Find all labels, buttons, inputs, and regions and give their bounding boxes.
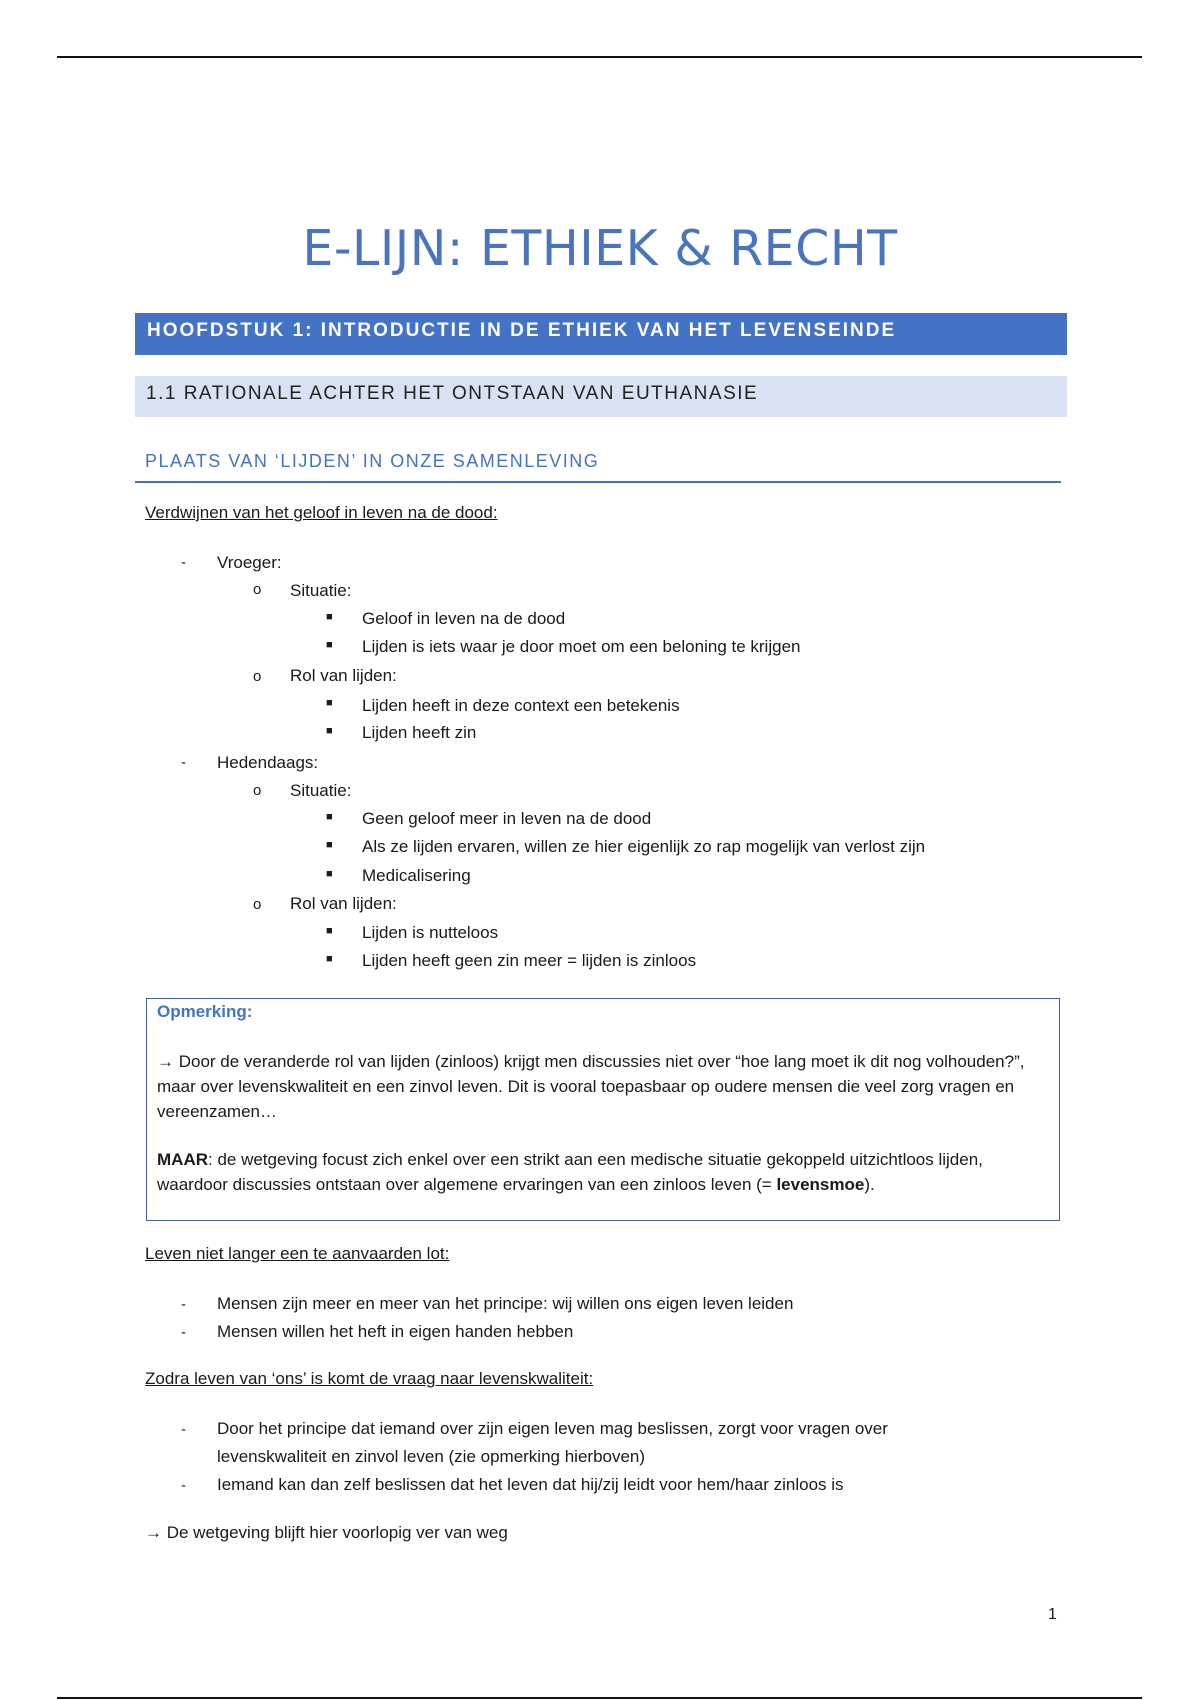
dash-bullet: - (181, 1477, 186, 1494)
list-item: Lijden is iets waar je door moet om een beloning te krijgen (362, 637, 801, 656)
footer-rule (57, 1697, 1142, 1699)
list-item: Mensen willen het heft in eigen handen hebben (217, 1322, 574, 1341)
dash-bullet: - (181, 1421, 186, 1438)
remark-text: : de wetgeving focust zich enkel over een strikt aan een medische situatie gekoppeld uitzichtloos lijden, waardoor discussies ontstaan over algemene ervaringen van een zinloos leven (= (157, 1150, 983, 1194)
list-item: Lijden heeft geen zin meer = lijden is zinloos (362, 951, 697, 970)
list-item-rol: Rol van lijden: (290, 894, 397, 913)
list-item: Lijden heeft zin (362, 723, 477, 742)
remark-box (146, 998, 1060, 1221)
list-item-situatie: Situatie: (290, 781, 352, 800)
dash-bullet: - (181, 554, 186, 571)
remark-paragraph-1: → Door de veranderde rol van lijden (zinloos) krijgt men discussies niet over “hoe lang moet ik dit nog volhouden?”, maar over levenskwaliteit en een zinvol leven. Dit is vooral toepasbaar op oudere mensen die veel zorg vragen en vereenzamen… (157, 1052, 1025, 1121)
square-bullet: ■ (326, 868, 333, 880)
remark-bold-levensmoe: levensmoe (776, 1175, 865, 1194)
list-item: Lijden is nutteloos (362, 923, 499, 942)
list-item: Als ze lijden ervaren, willen ze hier eigenlijk zo rap mogelijk van verlost zijn (362, 837, 926, 856)
list-item-vroeger: Vroeger: (217, 553, 282, 572)
remark-paragraph-2 (157, 1147, 1049, 1197)
dash-bullet: - (181, 754, 186, 771)
remark-bold-maar: MAAR (157, 1150, 208, 1169)
circle-bullet: o (253, 782, 262, 799)
square-bullet: ■ (326, 697, 333, 709)
list-item-line: levenskwaliteit en zinvol leven (zie opmerking hierboven) (217, 1447, 646, 1466)
list-item: Geloof in leven na de dood (362, 609, 566, 628)
list-item-situatie: Situatie: (290, 581, 352, 600)
square-bullet: ■ (326, 725, 333, 737)
square-bullet: ■ (326, 611, 333, 623)
remark-close: ). (864, 1175, 875, 1194)
square-bullet: ■ (326, 811, 333, 823)
document-title: E-LIJN: ETHIEK & RECHT (302, 220, 898, 277)
conclusion-line: → De wetgeving blijft hier voorlopig ver van weg (145, 1523, 508, 1542)
list-item: Lijden heeft in deze context een betekenis (362, 696, 680, 715)
square-bullet: ■ (326, 953, 333, 965)
square-bullet: ■ (326, 839, 333, 851)
circle-bullet: o (253, 581, 262, 598)
block3-heading: Zodra leven van ‘ons’ is komt de vraag naar levenskwaliteit: (145, 1369, 594, 1388)
list-item-rol: Rol van lijden: (290, 666, 397, 685)
block1-heading: Verdwijnen van het geloof in leven na de dood: (145, 503, 498, 522)
subsection-heading: PLAATS VAN ‘LIJDEN’ IN ONZE SAMENLEVING (135, 447, 1061, 483)
section-heading: 1.1 RATIONALE ACHTER HET ONTSTAAN VAN EUTHANASIE (135, 376, 1067, 417)
dash-bullet: - (181, 1324, 186, 1341)
list-item: Medicalisering (362, 866, 471, 885)
circle-bullet: o (253, 668, 262, 685)
list-item-hedendaags: Hedendaags: (217, 753, 319, 772)
chapter-heading: HOOFDSTUK 1: INTRODUCTIE IN DE ETHIEK VAN HET LEVENSEINDE (135, 313, 1067, 355)
list-item: Geen geloof meer in leven na de dood (362, 809, 652, 828)
remark-title: Opmerking: (157, 1002, 253, 1021)
header-rule (57, 56, 1142, 58)
dash-bullet: - (181, 1296, 186, 1313)
square-bullet: ■ (326, 639, 333, 651)
circle-bullet: o (253, 896, 262, 913)
list-item-line: Door het principe dat iemand over zijn eigen leven mag beslissen, zorgt voor vragen over (217, 1419, 888, 1438)
list-item: Iemand kan dan zelf beslissen dat het leven dat hij/zij leidt voor hem/haar zinloos is (217, 1475, 844, 1494)
page-number: 1 (1048, 1606, 1057, 1623)
list-item: Mensen zijn meer en meer van het principe: wij willen ons eigen leven leiden (217, 1294, 794, 1313)
block2-heading: Leven niet langer een te aanvaarden lot: (145, 1244, 450, 1263)
square-bullet: ■ (326, 925, 333, 937)
